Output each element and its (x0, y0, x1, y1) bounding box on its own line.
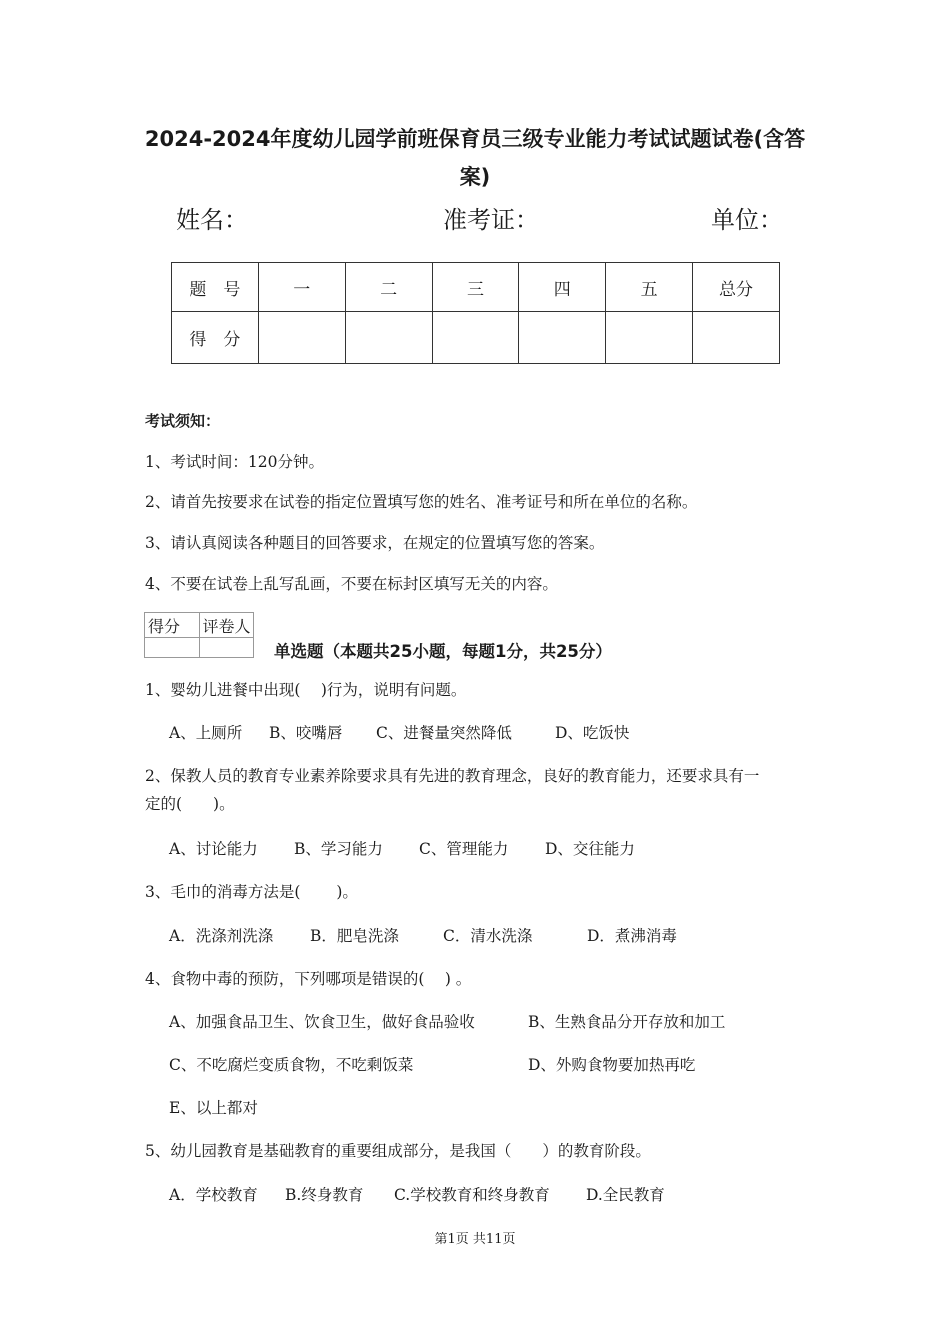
answer-option[interactable]: A．学校教育 (169, 1186, 258, 1204)
page-footer: 第1页 共11页 (434, 1232, 516, 1247)
question-stem-continued: 定的( )。 (145, 795, 235, 813)
question-stem: 2、保教人员的教育专业素养除要求具有先进的教育理念，良好的教育能力，还要求具有一 (145, 767, 760, 785)
score-table-header-cell: 四 (519, 263, 606, 312)
score-table-header-cell: 二 (345, 263, 432, 312)
notice-title: 考试须知： (145, 412, 221, 430)
question-stem: 1、婴幼儿进餐中出现( )行为，说明有问题。 (145, 681, 467, 699)
grader-name-cell[interactable] (199, 638, 254, 658)
answer-option[interactable]: D、交往能力 (545, 840, 635, 858)
answer-option[interactable]: C、不吃腐烂变质食物，不吃剩饭菜 (169, 1056, 414, 1074)
score-table-header-cell: 题 号 (172, 263, 259, 312)
answer-option[interactable]: A、上厕所 (169, 724, 243, 742)
answer-option[interactable]: D、外购食物要加热再吃 (528, 1056, 696, 1074)
score-row-label: 得 分 (172, 312, 259, 364)
answer-option[interactable]: B.终身教育 (285, 1186, 364, 1204)
grader-score-cell[interactable] (145, 638, 200, 658)
notice-item: 2、请首先按要求在试卷的指定位置填写您的姓名、准考证号和所在单位的名称。 (145, 493, 698, 511)
score-table-header-cell: 总分 (693, 263, 780, 312)
answer-option[interactable]: B、咬嘴唇 (269, 724, 343, 742)
answer-option[interactable]: A、讨论能力 (169, 840, 258, 858)
exam-id-field-label: 准考证： (443, 206, 539, 234)
grader-score-label: 得分 (145, 613, 200, 638)
score-table-score-row (172, 312, 780, 364)
unit-field-label: 单位： (711, 206, 783, 234)
score-cell[interactable] (693, 312, 780, 364)
question-stem: 4、食物中毒的预防，下列哪项是错误的( ) 。 (145, 970, 472, 988)
answer-option[interactable]: D.全民教育 (586, 1186, 665, 1204)
score-cell[interactable] (258, 312, 345, 364)
notice-item: 3、请认真阅读各种题目的回答要求，在规定的位置填写您的答案。 (145, 534, 605, 552)
answer-option[interactable]: A、加强食品卫生、饮食卫生，做好食品验收 (169, 1013, 475, 1031)
answer-option[interactable]: B．肥皂洗涤 (310, 927, 399, 945)
score-table-header-cell: 五 (606, 263, 693, 312)
score-table-header-row (172, 263, 780, 312)
score-table-header-cell: 一 (258, 263, 345, 312)
score-cell[interactable] (519, 312, 606, 364)
grader-table (144, 612, 254, 658)
question-stem: 5、幼儿园教育是基础教育的重要组成部分，是我国（ ）的教育阶段。 (145, 1142, 651, 1160)
answer-option[interactable]: C．清水洗涤 (443, 927, 533, 945)
answer-option[interactable]: A．洗涤剂洗涤 (169, 927, 274, 945)
score-cell[interactable] (345, 312, 432, 364)
name-field-label: 姓名： (176, 206, 248, 234)
score-cell[interactable] (432, 312, 519, 364)
notice-item: 1、考试时间：120分钟。 (145, 453, 324, 471)
score-table (171, 262, 780, 364)
answer-option[interactable]: D、吃饭快 (555, 724, 630, 742)
exam-title: 2024-2024年度幼儿园学前班保育员三级专业能力考试试题试卷(含答案) (144, 127, 806, 189)
answer-option[interactable]: D．煮沸消毒 (587, 927, 677, 945)
question-stem: 3、毛巾的消毒方法是( )。 (145, 883, 358, 901)
grader-label: 评卷人 (199, 613, 254, 638)
answer-option[interactable]: C.学校教育和终身教育 (394, 1186, 550, 1204)
answer-option[interactable]: C、管理能力 (419, 840, 509, 858)
score-cell[interactable] (606, 312, 693, 364)
section-title: 单选题（本题共25小题，每题1分，共25分） (274, 642, 612, 661)
notice-item: 4、不要在试卷上乱写乱画，不要在标封区填写无关的内容。 (145, 575, 558, 593)
answer-option[interactable]: E、以上都对 (169, 1099, 258, 1117)
score-table-header-cell: 三 (432, 263, 519, 312)
answer-option[interactable]: B、生熟食品分开存放和加工 (528, 1013, 726, 1031)
answer-option[interactable]: C、进餐量突然降低 (376, 724, 512, 742)
answer-option[interactable]: B、学习能力 (294, 840, 383, 858)
